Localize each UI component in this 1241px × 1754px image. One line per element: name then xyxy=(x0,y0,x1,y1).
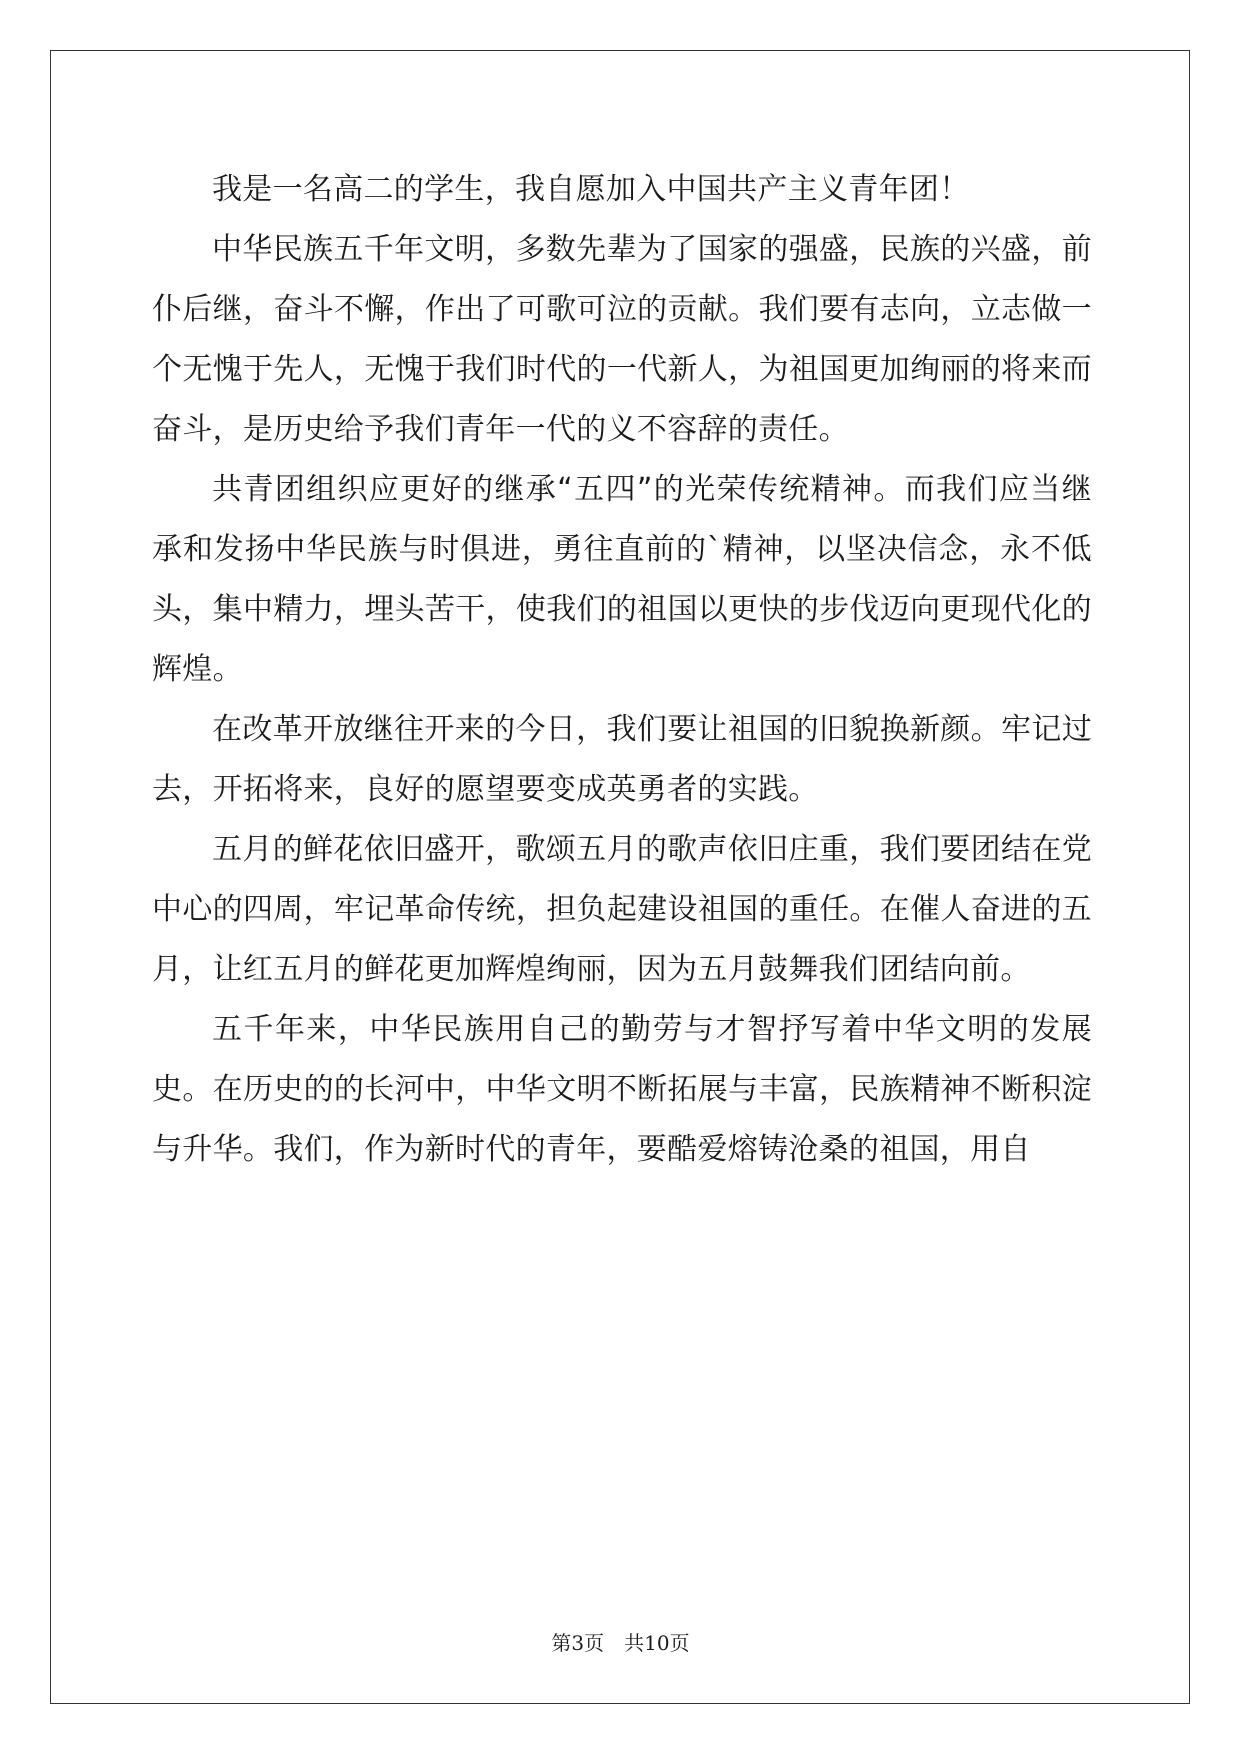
paragraph-1: 我是一名高二的学生，我自愿加入中国共产主义青年团！ xyxy=(212,172,970,207)
page-number-footer: 第3页 共10页 xyxy=(551,1631,690,1655)
paragraph-4: 在改革开放继往开来的今日，我们要让祖国的旧貌换新颜。牢记过去，开拓将来，良好的愿望要变成英勇者的实践。 xyxy=(152,712,1092,807)
paragraph-6: 五千年来，中华民族用自己的勤劳与才智抒写着中华文明的发展史。在历史的的长河中，中华文明不断拓展与丰富，民族精神不断积淀与升华。我们，作为新时代的青年，要酷爱熔铸沧桑的祖国，用自 xyxy=(152,1012,1092,1167)
paragraph-2: 中华民族五千年文明，多数先辈为了国家的强盛，民族的兴盛，前仆后继，奋斗不懈，作出了可歌可泣的贡献。我们要有志向，立志做一个无愧于先人，无愧于我们时代的一代新人，为祖国更加绚丽的将来而奋斗，是历史给予我们青年一代的义不容辞的责任。 xyxy=(152,232,1092,447)
document-body xyxy=(152,160,1092,1180)
paragraph-3: 共青团组织应更好的继承“五四”的光荣传统精神。而我们应当继承和发扬中华民族与时俱进，勇往直前的`精神，以坚决信念，永不低头，集中精力，埋头苦干，使我们的祖国以更快的步伐迈向更现代化的辉煌。 xyxy=(152,472,1092,687)
paragraph-5: 五月的鲜花依旧盛开，歌颂五月的歌声依旧庄重，我们要团结在党中心的四周，牢记革命传统，担负起建设祖国的重任。在催人奋进的五月，让红五月的鲜花更加辉煌绚丽，因为五月鼓舞我们团结向前。 xyxy=(152,832,1092,987)
